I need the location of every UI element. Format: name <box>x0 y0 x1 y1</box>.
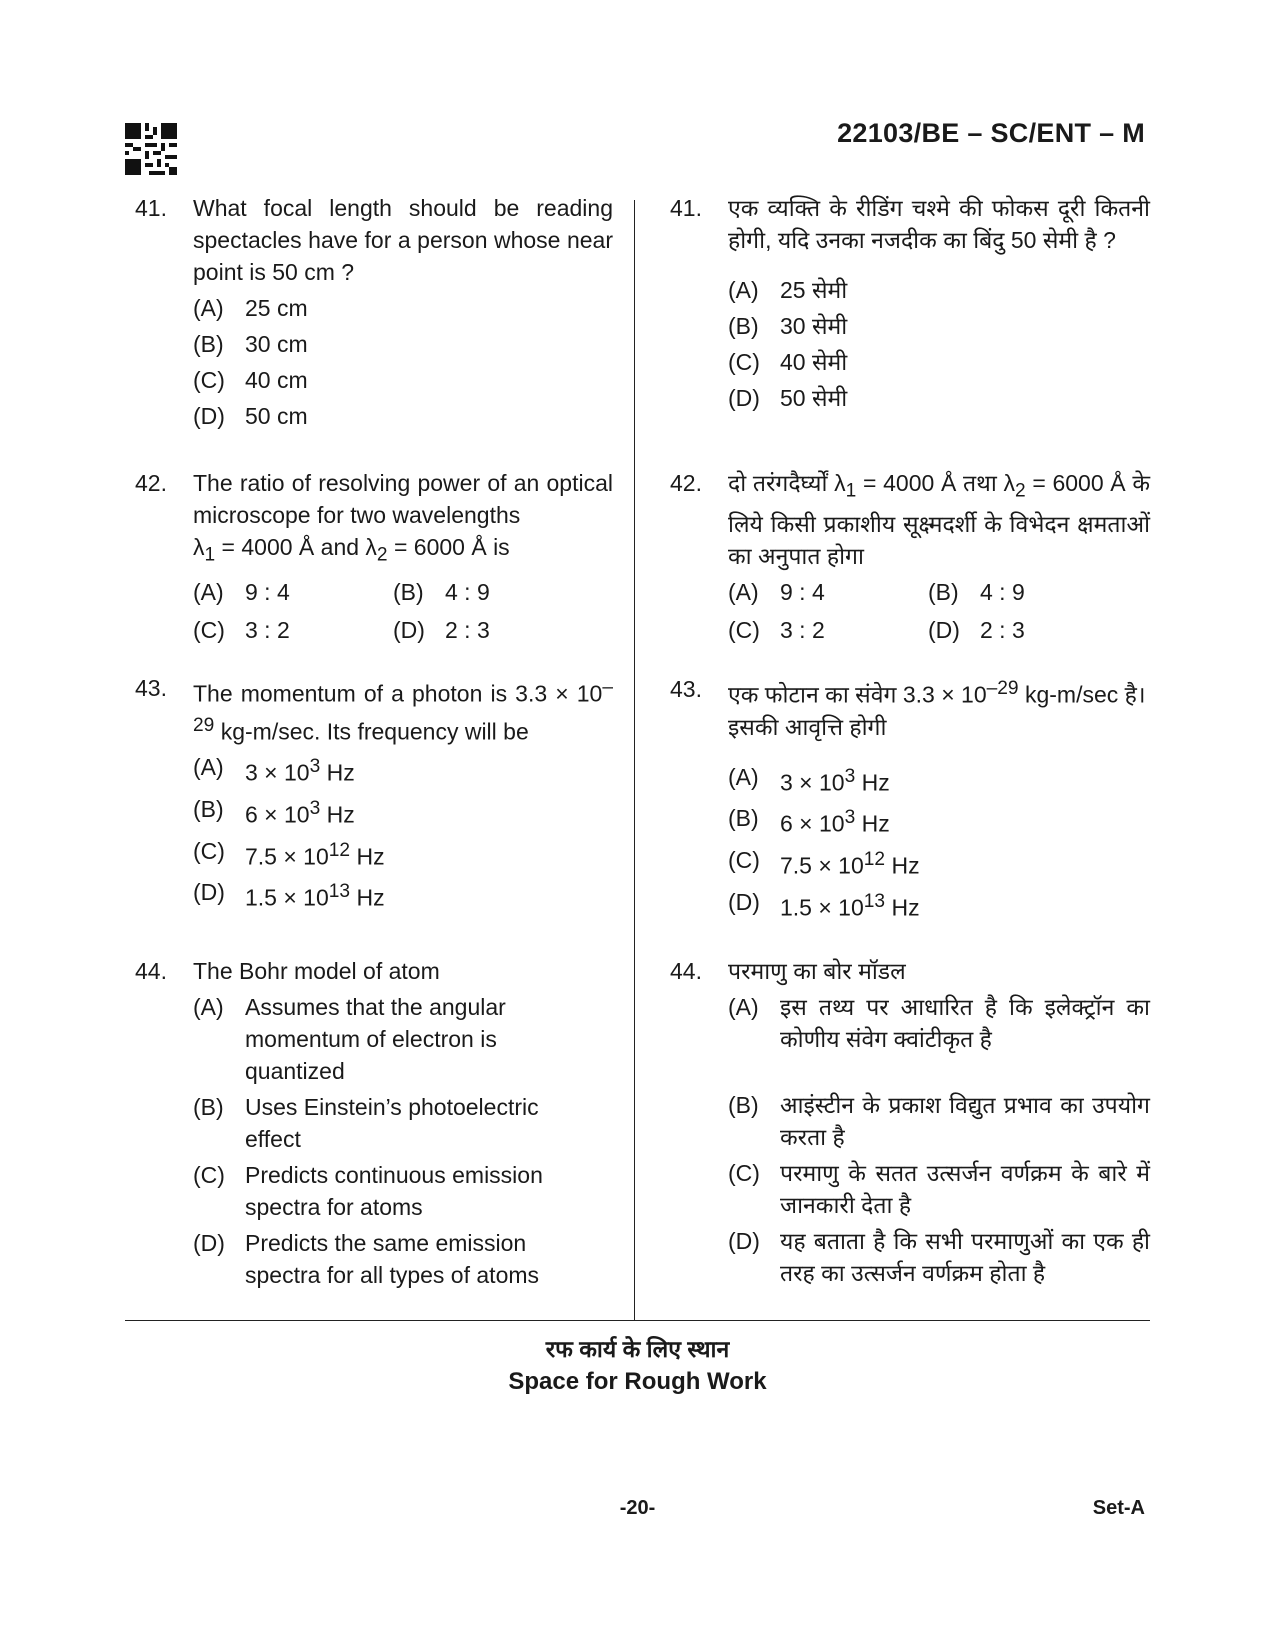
option-text <box>780 802 1150 840</box>
question-43-en <box>135 672 613 955</box>
question-41-en <box>135 192 613 467</box>
math-text: = 4000 Å and <box>215 534 366 560</box>
option-label: (A) <box>193 578 224 605</box>
option-c[interactable] <box>193 835 613 873</box>
question-number: 43. <box>135 675 167 701</box>
option-label: (A) <box>193 994 224 1020</box>
superscript: 12 <box>863 848 886 870</box>
question-42-hi <box>670 467 1150 673</box>
option-c[interactable] <box>193 364 613 396</box>
subscript: 1 <box>204 544 216 566</box>
option-c[interactable] <box>728 614 928 646</box>
options-list <box>193 292 613 432</box>
question-number: 44. <box>670 958 702 984</box>
superscript: 3 <box>309 797 321 819</box>
math-text: दो तरंगदैर्घ्यों <box>728 470 835 496</box>
option-label: (B) <box>728 805 759 832</box>
question-number: 42. <box>135 470 167 496</box>
spacer <box>728 743 1150 757</box>
option-label: (D) <box>193 879 225 906</box>
math-text: = 4000 Å तथा <box>856 470 1004 496</box>
option-b[interactable] <box>728 310 1150 342</box>
option-label: (B) <box>193 795 224 822</box>
option-label: (C) <box>728 349 760 375</box>
hindi-column <box>670 192 1150 1293</box>
lambda-symbol: λ <box>834 470 846 496</box>
subscript: 1 <box>845 480 857 502</box>
option-text <box>780 844 1150 882</box>
options-list <box>728 274 1150 414</box>
option-b[interactable] <box>193 328 613 360</box>
option-a[interactable] <box>193 991 613 1087</box>
qr-code-icon <box>125 123 177 175</box>
paper-code: 22103/BE – SC/ENT – M <box>837 118 1145 148</box>
superscript: –29 <box>193 677 613 736</box>
question-text-b: kg-m/sec है। <box>1018 681 1146 708</box>
option-text: 30 सेमी <box>780 313 848 339</box>
question-44-hi <box>670 955 1150 1289</box>
rough-work-label-hindi: रफ कार्य के लिए स्थान <box>545 1336 730 1362</box>
option-c[interactable] <box>728 346 1150 378</box>
option-text <box>780 761 1150 799</box>
option-text: 9 : 4 <box>780 578 825 605</box>
option-text: 50 cm <box>245 403 308 429</box>
options-grid <box>193 576 613 646</box>
option-label: (C) <box>193 837 225 864</box>
option-c[interactable] <box>193 614 393 646</box>
question-text <box>193 467 613 572</box>
option-a[interactable] <box>193 292 613 324</box>
option-label: (C) <box>728 616 760 643</box>
question-42-en <box>135 467 613 672</box>
options-grid <box>728 576 1150 646</box>
option-label: (D) <box>728 888 760 915</box>
option-text: 50 सेमी <box>780 385 848 411</box>
option-label: (C) <box>728 1160 760 1186</box>
option-b[interactable] <box>393 576 593 608</box>
option-text: 40 सेमी <box>780 349 848 375</box>
option-label: (D) <box>393 616 425 643</box>
option-d[interactable] <box>193 876 613 914</box>
option-unit: Hz <box>320 759 355 786</box>
question-text: एक व्यक्ति के रीडिंग चश्मे की फोकस दूरी कितनी होगी, यदि उनका नजदीक का बिंदु 50 सेमी है ? <box>728 195 1150 253</box>
question-43-hi <box>670 673 1150 955</box>
option-b[interactable] <box>928 576 1128 608</box>
option-unit: Hz <box>885 894 920 921</box>
option-a[interactable] <box>728 761 1150 799</box>
question-text <box>193 672 613 747</box>
option-unit: Hz <box>320 801 355 828</box>
question-text: The Bohr model of atom <box>193 958 440 984</box>
footer-divider <box>125 1320 1150 1321</box>
question-text-a: The momentum of a photon is 3.3 × 10 <box>193 680 603 707</box>
question-text <box>728 467 1150 572</box>
question-number: 42. <box>670 470 702 496</box>
option-label: (A) <box>193 754 224 781</box>
option-text: इस तथ्य पर आधारित है कि इलेक्ट्रॉन का कोणीय संवेग क्वांटीकृत है <box>780 994 1150 1052</box>
superscript: 12 <box>328 839 351 861</box>
option-base: 7.5 × 10 <box>780 852 864 879</box>
option-unit: Hz <box>855 769 890 796</box>
option-base: 6 × 10 <box>780 810 845 837</box>
option-label: (D) <box>928 616 960 643</box>
options-list <box>728 761 1150 924</box>
options-list <box>193 991 613 1291</box>
option-b[interactable] <box>193 793 613 831</box>
option-text: 2 : 3 <box>980 616 1025 643</box>
option-a[interactable] <box>728 991 1150 1055</box>
option-b[interactable] <box>728 802 1150 840</box>
column-divider <box>634 200 635 1320</box>
question-text: परमाणु का बोर मॉडल <box>728 958 906 984</box>
option-d[interactable] <box>193 1227 613 1291</box>
superscript: 13 <box>863 890 886 912</box>
option-label: (D) <box>728 385 760 411</box>
superscript: 3 <box>844 807 856 829</box>
question-text-a: एक फोटान का संवेग 3.3 × 10 <box>728 681 987 708</box>
question-41-hi <box>670 192 1150 467</box>
option-base: 6 × 10 <box>245 801 310 828</box>
option-label: (C) <box>728 846 760 873</box>
option-c[interactable] <box>728 844 1150 882</box>
option-label: (A) <box>728 277 759 303</box>
lambda-symbol: λ <box>365 534 377 560</box>
option-d[interactable] <box>728 1225 1150 1289</box>
question-44-en <box>135 955 613 1291</box>
option-unit: Hz <box>350 884 385 911</box>
option-label: (D) <box>193 1230 225 1256</box>
superscript: –29 <box>986 678 1019 699</box>
option-text: 3 : 2 <box>780 616 825 643</box>
option-text <box>245 751 613 789</box>
option-text: 9 : 4 <box>245 578 290 605</box>
option-label: (B) <box>928 578 959 605</box>
option-label: (B) <box>728 1092 759 1118</box>
spacer <box>728 256 1150 270</box>
question-text: What focal length should be reading spectacles have for a person whose near point is 50 cm ? <box>193 195 613 285</box>
subscript: 2 <box>376 544 388 566</box>
superscript: 13 <box>328 881 351 903</box>
option-text: आइंस्टीन के प्रकाश विद्युत प्रभाव का उपयोग करता है <box>780 1092 1150 1150</box>
math-text: = 6000 Å के <box>1025 470 1151 496</box>
question-text-b: kg-m/sec. Its frequency will be <box>214 718 529 745</box>
option-d[interactable] <box>393 614 593 646</box>
option-d[interactable] <box>728 382 1150 414</box>
page-number: -20- <box>619 1497 656 1519</box>
option-base: 1.5 × 10 <box>245 884 329 911</box>
option-a[interactable] <box>193 751 613 789</box>
option-base: 3 × 10 <box>245 759 310 786</box>
option-text: परमाणु के सतत उत्सर्जन वर्णक्रम के बारे में जानकारी देता है <box>780 1160 1150 1218</box>
option-label: (D) <box>193 403 225 429</box>
option-d[interactable] <box>928 614 1128 646</box>
superscript: 3 <box>844 765 856 787</box>
option-text: 30 cm <box>245 331 308 357</box>
option-label: (C) <box>193 616 225 643</box>
option-unit: Hz <box>350 843 385 870</box>
option-unit: Hz <box>855 810 890 837</box>
options-list <box>728 991 1150 1289</box>
option-c[interactable] <box>728 1157 1150 1221</box>
option-label: (A) <box>728 994 759 1020</box>
option-text: 4 : 9 <box>980 578 1025 605</box>
question-number: 41. <box>135 195 167 221</box>
option-label: (C) <box>193 367 225 393</box>
option-text: Assumes that the angular momentum of electron is quantized <box>245 994 506 1084</box>
option-unit: Hz <box>885 852 920 879</box>
option-label: (A) <box>193 295 224 321</box>
question-text-line: लिये किसी प्रकाशीय सूक्ष्मदर्शी के विभेदन क्षमताओं का अनुपात होगा <box>728 510 1150 569</box>
option-text: 40 cm <box>245 367 308 393</box>
option-label: (B) <box>728 313 759 339</box>
question-text-line: The ratio of resolving power of an optical microscope for two wavelengths <box>193 470 613 528</box>
option-d[interactable] <box>728 886 1150 924</box>
question-number: 44. <box>135 958 167 984</box>
option-text <box>245 876 613 914</box>
question-number: 41. <box>670 195 702 221</box>
option-label: (A) <box>728 763 759 790</box>
english-column <box>135 192 613 1295</box>
option-text: Uses Einstein’s photoelectric effect <box>245 1094 539 1152</box>
set-label: Set-A <box>1092 1497 1145 1519</box>
option-base: 7.5 × 10 <box>245 843 329 870</box>
option-b[interactable] <box>193 1091 613 1155</box>
option-base: 1.5 × 10 <box>780 894 864 921</box>
option-label: (D) <box>728 1228 760 1254</box>
question-number: 43. <box>670 676 702 702</box>
option-d[interactable] <box>193 400 613 432</box>
option-text: 4 : 9 <box>445 578 490 605</box>
option-text: 25 सेमी <box>780 277 848 303</box>
option-a[interactable] <box>728 274 1150 306</box>
rough-work-label-english: Space for Rough Work <box>508 1368 767 1395</box>
option-text: 25 cm <box>245 295 308 321</box>
option-c[interactable] <box>193 1159 613 1223</box>
option-a[interactable] <box>193 576 393 608</box>
option-text: Predicts the same emission spectra for all types of atoms <box>245 1230 540 1288</box>
option-text: Predicts continuous emission spectra for atoms <box>245 1162 543 1220</box>
option-text: 2 : 3 <box>445 616 490 643</box>
lambda-symbol: λ <box>193 534 205 560</box>
question-text-c: इसकी आवृत्ति होगी <box>728 713 887 740</box>
option-a[interactable] <box>728 576 928 608</box>
option-label: (B) <box>393 578 424 605</box>
options-list <box>193 751 613 914</box>
option-text: यह बताता है कि सभी परमाणुओं का एक ही तरह का उत्सर्जन वर्णक्रम होता है <box>780 1228 1150 1286</box>
option-b[interactable] <box>728 1089 1150 1153</box>
lambda-symbol: λ <box>1003 470 1015 496</box>
option-text: 3 : 2 <box>245 616 290 643</box>
superscript: 3 <box>309 756 321 778</box>
subscript: 2 <box>1014 480 1026 502</box>
option-text <box>245 835 613 873</box>
option-label: (A) <box>728 578 759 605</box>
option-text <box>780 886 1150 924</box>
math-text: = 6000 Å is <box>387 534 510 560</box>
option-label: (B) <box>193 331 224 357</box>
option-label: (C) <box>193 1162 225 1188</box>
question-text <box>728 673 1150 743</box>
option-label: (B) <box>193 1094 224 1120</box>
option-base: 3 × 10 <box>780 769 845 796</box>
option-text <box>245 793 613 831</box>
